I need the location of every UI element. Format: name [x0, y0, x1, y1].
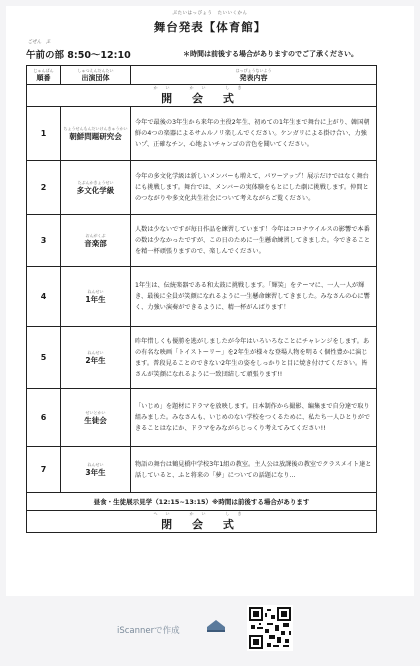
iscanner-brand: iScannerで作成 — [117, 626, 180, 636]
group-name: ねんせい 2年生 — [61, 327, 131, 389]
performance-description: 今年で最後の3年生から来年の主役2年生、初めての1年生まで舞台に上がり、韓国朝鮮の4つの楽器によるサムルノリ楽しんでください。ケンガリによる掛け合い、力強いプ、正確なチン、心地よいチャンゴの音色を聞いてください。 — [131, 107, 377, 161]
time-note: ＊時間は前後する場合がありますのでご了承ください。 — [183, 50, 358, 58]
order-number: 3 — [27, 215, 61, 267]
group-name: ちょうせんもんだいけんきゅうかい 朝鮮問題研究会 — [61, 107, 131, 161]
group-name: おんがくぶ 音楽部 — [61, 215, 131, 267]
order-number: 2 — [27, 161, 61, 215]
performance-description: 「いじめ」を題材にドラマを放映します。日本制作から撮影、編集まで自分達で取り組みました。みなさんも、いじめのない学校をつくるために、私たち一人ひとりができることはなにか、ドラマをみながらじっくり考えてみてください!! — [131, 389, 377, 447]
group-name: たぶんかきょうせい 多文化学級 — [61, 161, 131, 215]
scanner-icon — [205, 617, 227, 633]
content-header: はっぴょうないよう 発表内容 — [131, 66, 377, 85]
program-row — [27, 447, 377, 493]
performance-description: 物語の舞台は鶴見橋中学校3年1組の教室。主人公は放課後の教室でクラスメイト達と話していると、ふと将来の「夢」についての話題になり… — [131, 447, 377, 493]
opening-ceremony: かい かい しき 開 会 式 — [27, 85, 377, 107]
group-header: しゅつえんだんたい 出演団体 — [61, 66, 131, 85]
time-ruby: ごぜん ぶ — [28, 40, 51, 45]
opening-row — [27, 85, 377, 107]
closing-row — [27, 511, 377, 533]
qr-code — [247, 605, 293, 651]
program-row — [27, 327, 377, 389]
performance-description: 人数は少ないですが毎日作品を練習しています！今年はコロナウイルスの影響で本番の数は少なかったですが、この日のために一生懸命練習してきました。今できることを精一杯頑張りますので、楽しんでください。 — [131, 215, 377, 267]
title-ruby: ぶたいはっぴょう たいいくかん — [172, 11, 248, 16]
program-row — [27, 161, 377, 215]
order-number: 4 — [27, 267, 61, 327]
program-row — [27, 267, 377, 327]
lunch-row — [27, 493, 377, 511]
order-number: 6 — [27, 389, 61, 447]
performance-description: 今年の多文化学級は新しいメンバーも増えて、パワーアップ！展示だけではなく舞台にも挑戦します。舞台では、メンバーの実体験をもとにした劇に挑戦します。仲間とのつながりや多文化共生社会について考えながらご覧ください。 — [131, 161, 377, 215]
order-number: 7 — [27, 447, 61, 493]
document-page — [6, 6, 414, 596]
group-name: ねんせい 3年生 — [61, 447, 131, 493]
table-header-row — [27, 66, 377, 85]
program-row — [27, 215, 377, 267]
performance-description: 昨年惜しくも優勝を逃がしましたが今年はいろいろなことにチャレンジをします。あの有名な映画「トイストーリー」を2年生が様々な登場人物を明るく個性豊かに演じます。普段見ることのできない2年生の姿をしっかりと目に焼き付けてください。皆さんが笑顔になれるように一致団結して頑張ります!! — [131, 327, 377, 389]
lunch-break: 昼食・生徒展示見学（12:15~13:15）※時間は前後する場合があります — [27, 493, 377, 511]
order-number: 1 — [27, 107, 61, 161]
order-number: 5 — [27, 327, 61, 389]
performance-description: 1年生は、伝統楽器である和太鼓に挑戦します。「輝笑」をテーマに、一人一人が輝き、最後に全員が笑顔になれるように一生懸命練習してきました。みなさんの心に響く、力強い演奏ができるように、精一杯がんばります！ — [131, 267, 377, 327]
group-name: せいとかい 生徒会 — [61, 389, 131, 447]
closing-ceremony: へい かい しき 閉 会 式 — [27, 511, 377, 533]
session-time: 午前の部 8:50～12:10 — [26, 50, 131, 61]
page-title: 舞台発表【体育館】 — [153, 20, 267, 34]
program-row — [27, 107, 377, 161]
program-row — [27, 389, 377, 447]
group-name: ねんせい 1年生 — [61, 267, 131, 327]
program-table — [26, 65, 377, 533]
order-header: じゅんばん 順番 — [27, 66, 61, 85]
